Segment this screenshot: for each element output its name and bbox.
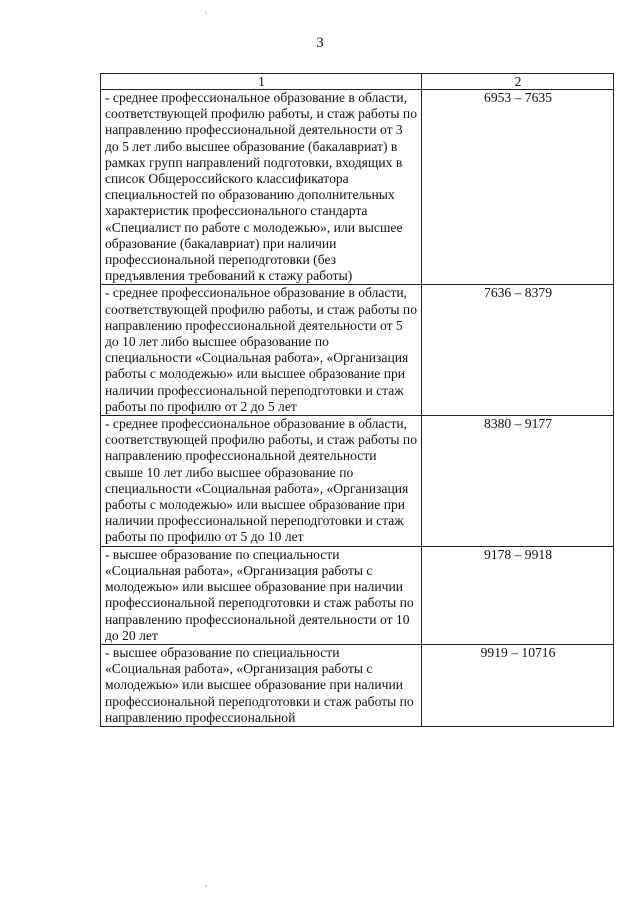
- qualification-requirements-cell: - высшее образование по специальности «Социальная работа», «Организация работы с молодежью» или высшее образование при наличии профессиональной переподготовки и стаж работы по направлению профессиональной: [101, 644, 422, 726]
- table-row: [101, 416, 614, 547]
- table-header-row: [101, 74, 614, 90]
- qualification-requirements-cell: - среднее профессиональное образование в области, соответствующей профилю работы, и стаж работы по направлению профессиональной деятельности свыше 10 лет либо высшее образование по специальности «Социальная работа», «Организация работы с молодежью» или высшее образование при наличии профессиональной переподготовки и стаж работы по профилю от 5 до 10 лет: [101, 416, 422, 547]
- column-header-2: 2: [422, 74, 614, 90]
- page-number: 3: [316, 35, 324, 51]
- qualification-requirements-cell: - среднее профессиональное образование в области, соответствующей профилю работы, и стаж работы по направлению профессиональной деятельности от 5 до 10 лет либо высшее образование по специальности «Социальная работа», «Организация работы с молодежью» или высшее образование при наличии профессиональной переподготовки и стаж работы по профилю от 2 до 5 лет: [101, 285, 422, 416]
- scan-artifact-dot: [205, 12, 207, 14]
- table-row: [101, 644, 614, 726]
- table-row: [101, 285, 614, 416]
- salary-range-cell: 6953 – 7635: [422, 90, 614, 285]
- salary-range-cell: 7636 – 8379: [422, 285, 614, 416]
- qualification-requirements-cell: - среднее профессиональное образование в области, соответствующей профилю работы, и стаж работы по направлению профессиональной деятельности от 3 до 5 лет либо высшее образование (бакалавриат) в рамках групп направлений подготовки, входящих в список Общероссийского классификатора специальностей по образованию дополнительных характеристик профессионального стандарта «Специалист по работе с молодежью», или высшее образование (бакалавриат) при наличии профессиональной переподготовки (без предъявления требований к стажу работы): [101, 90, 422, 285]
- salary-range-cell: 8380 – 9177: [422, 416, 614, 547]
- salary-range-cell: 9178 – 9918: [422, 546, 614, 644]
- table-row: [101, 546, 614, 644]
- table-row: [101, 90, 614, 285]
- column-header-1: 1: [101, 74, 422, 90]
- scan-artifact-dot: [205, 885, 207, 887]
- salary-range-cell: 9919 – 10716: [422, 644, 614, 726]
- qualification-requirements-cell: - высшее образование по специальности «Социальная работа», «Организация работы с молодежью» или высшее образование при наличии профессиональной переподготовки и стаж работы по направлению профессиональной деятельности от 10 до 20 лет: [101, 546, 422, 644]
- salary-requirements-table: [100, 73, 614, 727]
